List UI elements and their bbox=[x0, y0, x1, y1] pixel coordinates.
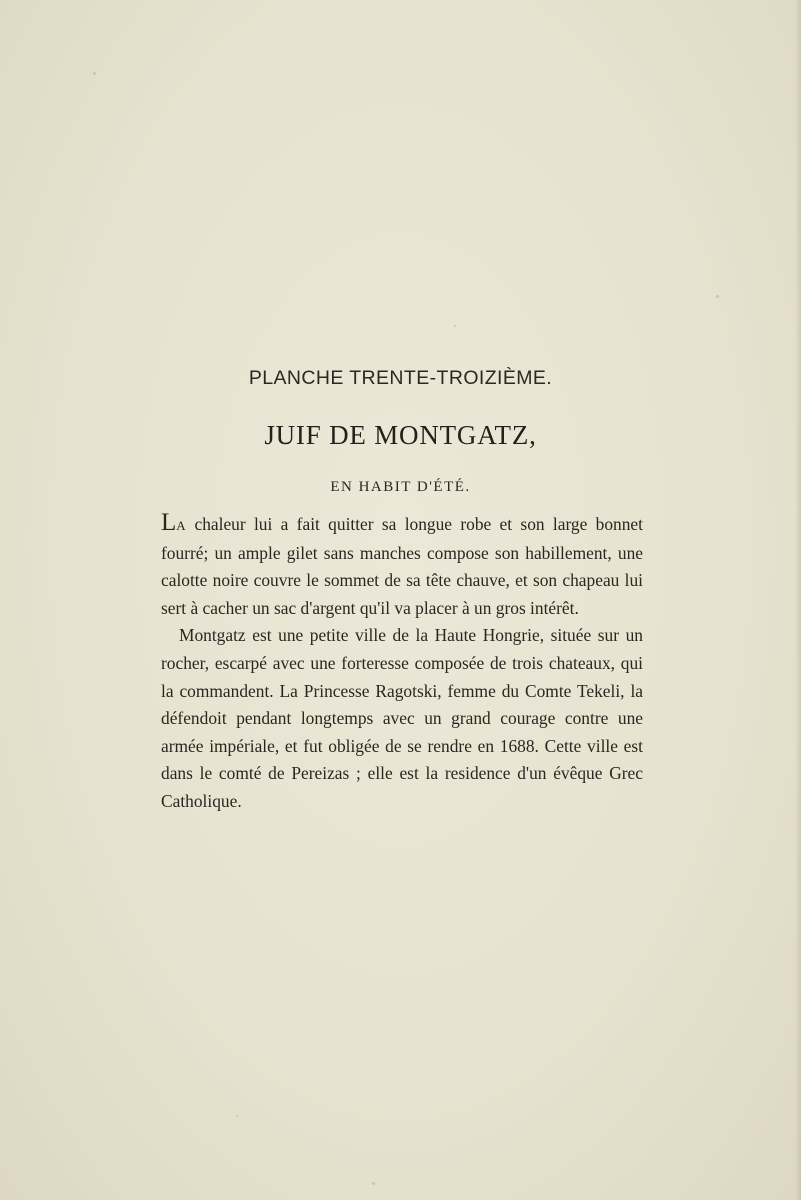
body-text bbox=[161, 511, 643, 816]
small-cap: A bbox=[176, 518, 187, 533]
paper-speck bbox=[93, 72, 96, 75]
plate-title: PLANCHE TRENTE-TROIZIÈME. bbox=[248, 367, 553, 389]
paragraph-first bbox=[161, 511, 643, 622]
paper-speck bbox=[236, 1115, 238, 1117]
page-edge-shadow bbox=[795, 0, 801, 1200]
paper-speck bbox=[372, 1182, 375, 1185]
paper-speck bbox=[454, 325, 456, 327]
main-title: JUIF DE MONTGATZ, bbox=[264, 420, 537, 450]
drop-cap: L bbox=[161, 509, 177, 536]
paragraph-second: Montgatz est une petite ville de la Haute Hongrie, située sur un rocher, escarpé avec une forteresse composée de trois chateaux, qui la commandent. La Princesse Ragotski, femme du Comte Tekeli, la défendoit pendant longtemps avec un grand courage contre une armée impériale, et fut obligée de se rendre en 1688. Cette ville est dans le comté de Pereizas ; elle est la residence d'un évêque Grec Catholique. bbox=[161, 625, 643, 811]
paragraph-first-text: chaleur lui a fait quitter sa longue robe et son large bonnet fourré; un ample gilet sans manches compose son habillement, une calotte noire couvre le sommet de sa tête chauve, et son chapeau lui sert à cacher un sac d'argent qu'il va placer à un gros intérêt. bbox=[161, 514, 643, 618]
paper-speck bbox=[716, 295, 719, 298]
subtitle: EN HABIT D'ÉTÉ. bbox=[330, 479, 471, 495]
